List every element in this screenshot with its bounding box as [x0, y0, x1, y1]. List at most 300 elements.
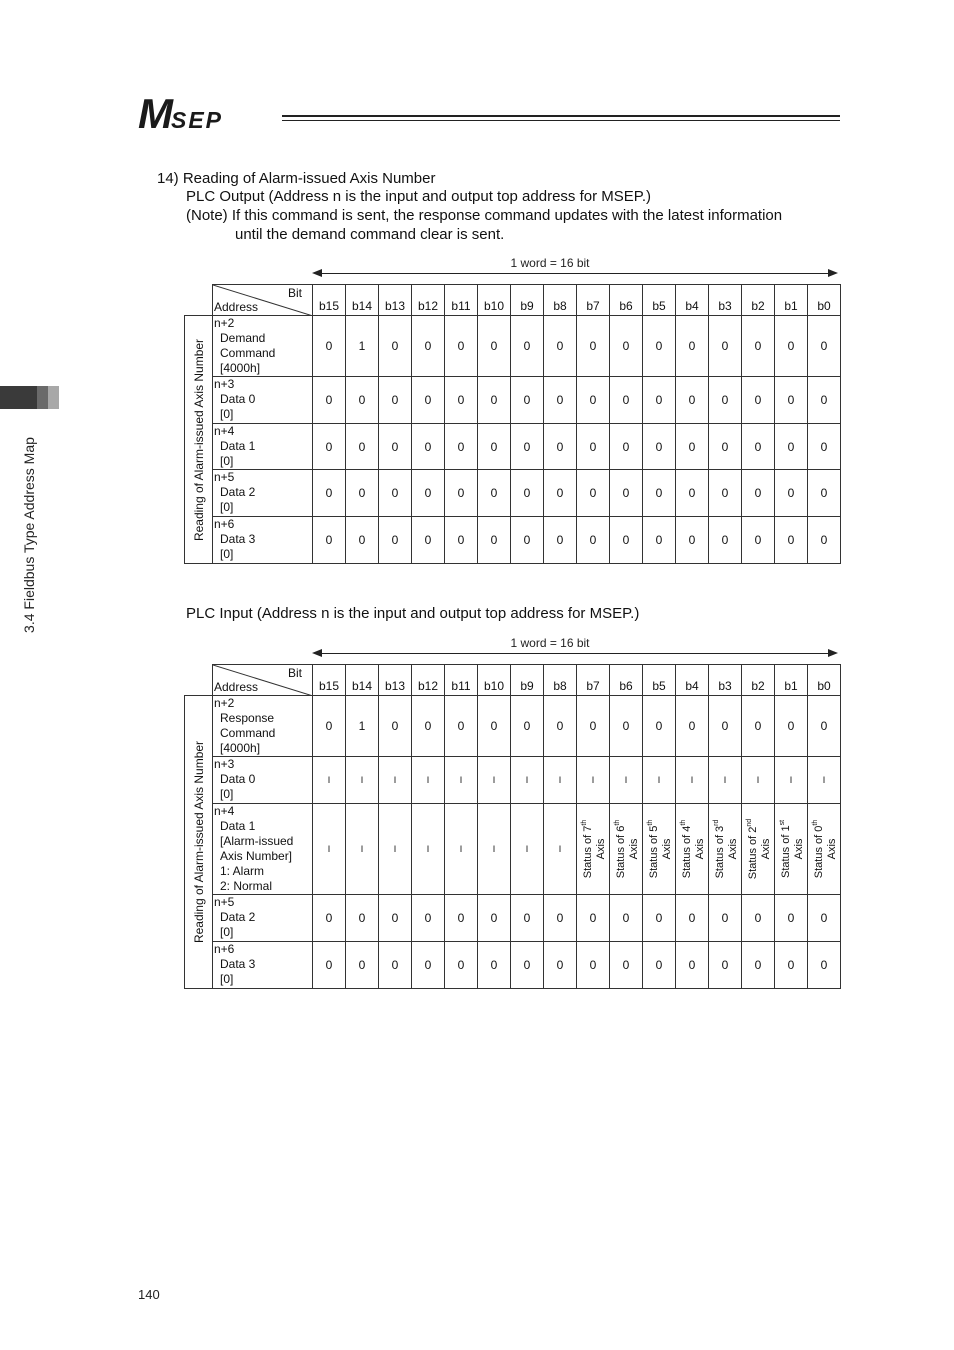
bit-value-cell: 0 — [775, 942, 808, 989]
bit-value-cell: 0 — [478, 895, 511, 942]
bit-value-cell: 0 — [511, 424, 544, 470]
bit-value-cell: 0 — [742, 470, 775, 517]
axis-ordinal-suffix: th — [680, 819, 688, 826]
group-side-label-cell — [185, 316, 213, 564]
note-line-2: until the demand command clear is sent. — [235, 226, 505, 243]
bit-value-cell: 0 — [379, 696, 412, 757]
bit-value-cell: 0 — [445, 696, 478, 757]
bit-value-cell: 0 — [742, 942, 775, 989]
address-offset: n+6 — [214, 942, 235, 956]
bit-value-cell: 0 — [577, 942, 610, 989]
bit-value-cell: 0 — [577, 517, 610, 564]
bit-value-cell: I — [478, 804, 511, 895]
bit-value-cell: I — [610, 757, 643, 804]
bit-value-cell: 0 — [676, 377, 709, 424]
table-row — [185, 377, 841, 424]
axis-ordinal-suffix: st — [779, 819, 787, 826]
bit-value-cell: I — [445, 757, 478, 804]
axis-status-prefix: Status of 2 — [746, 826, 759, 880]
bit-column-header: b3 — [709, 285, 742, 316]
bit-value-cell: 0 — [313, 316, 346, 377]
arrow-right-icon — [828, 649, 838, 657]
bit-value-cell: I — [676, 757, 709, 804]
bit-column-header: b10 — [478, 285, 511, 316]
bit-column-header: b8 — [544, 665, 577, 696]
axis-status-prefix: Status of 1 — [779, 825, 792, 879]
address-description: Command — [220, 346, 276, 360]
word-width-arrow — [318, 653, 832, 654]
address-description: [0] — [220, 500, 234, 514]
bit-value-cell: 0 — [412, 470, 445, 517]
bit-column-header: b12 — [412, 285, 445, 316]
axis-status-cell — [676, 804, 709, 895]
address-description: [0] — [220, 925, 234, 939]
address-description: Data 1 — [220, 819, 256, 833]
axis-status-suffix: Axis — [726, 838, 739, 860]
address-description: [0] — [220, 972, 234, 986]
bit-column-header: b2 — [742, 665, 775, 696]
axis-status-prefix: Status of 0 — [812, 825, 825, 879]
table-corner-blank — [185, 665, 213, 696]
table-row — [185, 517, 841, 564]
address-cell — [213, 804, 313, 895]
bit-value-cell: 0 — [808, 696, 841, 757]
bit-column-header: b13 — [379, 285, 412, 316]
bit-column-header: b0 — [808, 285, 841, 316]
bit-value-cell: 0 — [412, 424, 445, 470]
bit-value-cell: 0 — [379, 316, 412, 377]
bit-column-header: b10 — [478, 665, 511, 696]
bit-value-cell: 0 — [379, 895, 412, 942]
axis-ordinal-suffix: th — [614, 819, 622, 826]
bit-value-cell: 0 — [379, 424, 412, 470]
bit-value-cell: 0 — [412, 377, 445, 424]
bit-value-cell: 0 — [412, 316, 445, 377]
bit-value-cell: 0 — [709, 517, 742, 564]
address-description: Data 2 — [220, 910, 256, 924]
axis-status-prefix: Status of 6 — [614, 825, 627, 879]
bit-value-cell: 0 — [808, 895, 841, 942]
table-row — [185, 424, 841, 470]
bit-value-cell: 0 — [313, 517, 346, 564]
bit-value-cell: 0 — [346, 895, 379, 942]
bit-value-cell: 0 — [643, 470, 676, 517]
bit-value-cell: 0 — [379, 377, 412, 424]
bit-value-cell: 0 — [643, 895, 676, 942]
bit-value-cell: I — [511, 757, 544, 804]
bit-value-cell: 1 — [346, 316, 379, 377]
bit-column-header: b9 — [511, 285, 544, 316]
axis-status-label — [677, 820, 707, 878]
axis-status-prefix: Status of 5 — [647, 825, 660, 879]
bit-column-header: b7 — [577, 285, 610, 316]
bit-value-cell: 0 — [676, 424, 709, 470]
bit-value-cell: 0 — [775, 424, 808, 470]
bit-value-cell: 0 — [676, 517, 709, 564]
bit-column-header: b1 — [775, 285, 808, 316]
bit-value-cell: 0 — [511, 470, 544, 517]
table-row — [185, 316, 841, 377]
bit-value-cell: 0 — [676, 942, 709, 989]
bit-value-cell: 0 — [511, 696, 544, 757]
bit-value-cell: 0 — [379, 517, 412, 564]
bit-value-cell: 0 — [346, 517, 379, 564]
bit-value-cell: 0 — [577, 895, 610, 942]
bit-value-cell: I — [346, 804, 379, 895]
address-description: Command — [220, 726, 276, 740]
address-description: Axis Number] — [220, 849, 293, 863]
bit-value-cell: 0 — [412, 895, 445, 942]
bit-value-cell: 0 — [742, 517, 775, 564]
address-description: 2: Normal — [220, 879, 273, 893]
bit-value-cell: I — [313, 804, 346, 895]
bit-value-cell: 0 — [544, 470, 577, 517]
arrow-left-icon — [312, 269, 322, 277]
bit-value-cell: 0 — [808, 470, 841, 517]
bit-value-cell: 0 — [445, 377, 478, 424]
axis-status-label — [644, 820, 674, 878]
bit-value-cell: 1 — [346, 696, 379, 757]
bit-column-header: b11 — [445, 665, 478, 696]
word-width-arrow — [318, 273, 832, 274]
axis-status-suffix: Axis — [825, 838, 838, 860]
axis-status-label — [611, 820, 641, 878]
table-row — [185, 470, 841, 517]
axis-status-cell — [742, 804, 775, 895]
chapter-side-label: 3.4 Fieldbus Type Address Map — [21, 437, 37, 633]
table-row — [185, 696, 841, 757]
bit-value-cell: 0 — [676, 696, 709, 757]
bit-header-label: Bit — [287, 666, 302, 680]
axis-status-label — [710, 820, 740, 879]
bit-column-header: b5 — [643, 665, 676, 696]
bit-value-cell: 0 — [610, 895, 643, 942]
bit-value-cell: 0 — [313, 470, 346, 517]
address-description: [4000h] — [220, 361, 261, 375]
bit-column-header: b15 — [313, 665, 346, 696]
axis-ordinal-suffix: th — [647, 819, 655, 826]
axis-status-cell — [577, 804, 610, 895]
page-number: 140 — [138, 1287, 160, 1302]
table-row — [185, 804, 841, 895]
axis-status-label — [809, 820, 839, 878]
axis-status-label — [578, 820, 608, 878]
bit-value-cell: 0 — [313, 696, 346, 757]
bit-value-cell: 0 — [643, 942, 676, 989]
address-offset: n+6 — [214, 517, 235, 531]
bit-value-cell: 0 — [511, 895, 544, 942]
bit-value-cell: 0 — [808, 424, 841, 470]
bit-header-row — [185, 285, 841, 316]
address-offset: n+2 — [214, 696, 235, 710]
bit-column-header: b5 — [643, 285, 676, 316]
bit-value-cell: 0 — [544, 316, 577, 377]
axis-status-cell — [775, 804, 808, 895]
address-cell — [213, 377, 313, 424]
table-corner-blank — [185, 285, 213, 316]
bit-value-cell: 0 — [709, 377, 742, 424]
bit-value-cell: 0 — [577, 316, 610, 377]
bit-value-cell: 0 — [643, 696, 676, 757]
bit-value-cell: 0 — [742, 424, 775, 470]
plc-output-table — [184, 284, 841, 564]
bit-value-cell: 0 — [742, 316, 775, 377]
axis-status-suffix: Axis — [594, 838, 607, 860]
address-description: Demand — [220, 331, 266, 345]
address-description: Response — [220, 711, 275, 725]
plc-input-title: PLC Input (Address n is the input and output top address for MSEP.) — [186, 605, 640, 622]
address-offset: n+4 — [214, 424, 235, 438]
bit-value-cell: 0 — [544, 895, 577, 942]
bit-value-cell: 0 — [808, 517, 841, 564]
bit-value-cell: I — [412, 757, 445, 804]
bit-value-cell: 0 — [577, 424, 610, 470]
bit-value-cell: 0 — [511, 942, 544, 989]
address-offset: n+2 — [214, 316, 235, 330]
bit-value-cell: 0 — [709, 696, 742, 757]
address-description: Data 1 — [220, 439, 256, 453]
bit-address-corner — [213, 285, 313, 316]
bit-value-cell: 0 — [775, 696, 808, 757]
table-row — [185, 757, 841, 804]
bit-value-cell: 0 — [577, 696, 610, 757]
bit-value-cell: 0 — [478, 377, 511, 424]
bit-column-header: b4 — [676, 285, 709, 316]
bit-column-header: b14 — [346, 285, 379, 316]
bit-value-cell: 0 — [775, 517, 808, 564]
section-heading: 14) Reading of Alarm-issued Axis Number — [157, 170, 436, 187]
axis-status-suffix: Axis — [693, 838, 706, 860]
plc-output-title: PLC Output (Address n is the input and output top address for MSEP.) — [186, 188, 651, 205]
address-cell — [213, 757, 313, 804]
msep-logo: MSEP — [138, 90, 224, 137]
bit-column-header: b7 — [577, 665, 610, 696]
axis-status-suffix: Axis — [792, 838, 805, 860]
address-offset: n+3 — [214, 377, 235, 391]
axis-status-cell — [709, 804, 742, 895]
arrow-left-icon — [312, 649, 322, 657]
table-row — [185, 895, 841, 942]
address-description: Data 2 — [220, 485, 256, 499]
address-description: [4000h] — [220, 741, 261, 755]
word-width-label: 1 word = 16 bit — [510, 256, 590, 270]
bit-value-cell: 0 — [346, 377, 379, 424]
bit-value-cell: 0 — [412, 517, 445, 564]
address-description: Data 0 — [220, 772, 256, 786]
bit-value-cell: 0 — [676, 470, 709, 517]
bit-value-cell: 0 — [643, 517, 676, 564]
bit-value-cell: 0 — [478, 316, 511, 377]
address-description: [0] — [220, 547, 234, 561]
axis-status-prefix: Status of 4 — [680, 825, 693, 879]
header-rule-thin — [282, 120, 840, 121]
axis-status-label — [776, 820, 806, 878]
bit-value-cell: 0 — [610, 377, 643, 424]
plc-input-table — [184, 664, 841, 989]
bit-header-row — [185, 665, 841, 696]
bit-column-header: b9 — [511, 665, 544, 696]
address-cell — [213, 316, 313, 377]
bit-value-cell: 0 — [775, 377, 808, 424]
address-description: [0] — [220, 787, 234, 801]
bit-value-cell: 0 — [577, 470, 610, 517]
bit-value-cell: 0 — [544, 517, 577, 564]
bit-value-cell: I — [577, 757, 610, 804]
address-description: Data 3 — [220, 957, 256, 971]
bit-value-cell: I — [709, 757, 742, 804]
bit-column-header: b14 — [346, 665, 379, 696]
bit-value-cell: I — [379, 804, 412, 895]
bit-value-cell: I — [643, 757, 676, 804]
address-offset: n+4 — [214, 804, 235, 818]
bit-value-cell: 0 — [610, 696, 643, 757]
address-cell — [213, 696, 313, 757]
address-cell — [213, 942, 313, 989]
table-row — [185, 942, 841, 989]
bit-column-header: b12 — [412, 665, 445, 696]
bit-value-cell: 0 — [643, 424, 676, 470]
bit-column-header: b1 — [775, 665, 808, 696]
axis-status-suffix: Axis — [627, 838, 640, 860]
bit-column-header: b4 — [676, 665, 709, 696]
address-description: [0] — [220, 407, 234, 421]
bit-value-cell: 0 — [742, 377, 775, 424]
bit-value-cell: 0 — [544, 696, 577, 757]
address-offset: n+5 — [214, 895, 235, 909]
bit-value-cell: 0 — [412, 942, 445, 989]
bit-value-cell: 0 — [379, 942, 412, 989]
bit-value-cell: 0 — [445, 517, 478, 564]
address-offset: n+5 — [214, 470, 235, 484]
bit-value-cell: 0 — [610, 942, 643, 989]
address-description: Data 3 — [220, 532, 256, 546]
note-line-1: (Note) If this command is sent, the response command updates with the latest information — [186, 207, 783, 224]
bit-value-cell: 0 — [742, 696, 775, 757]
bit-value-cell: 0 — [775, 895, 808, 942]
bit-value-cell: 0 — [313, 895, 346, 942]
bit-value-cell: 0 — [709, 895, 742, 942]
address-header-label: Address — [214, 300, 259, 314]
bit-column-header: b0 — [808, 665, 841, 696]
address-description: [0] — [220, 454, 234, 468]
address-cell — [213, 470, 313, 517]
bit-value-cell: I — [808, 757, 841, 804]
bit-value-cell: 0 — [445, 470, 478, 517]
bit-value-cell: 0 — [709, 316, 742, 377]
group-side-label: Reading of Alarm-issued Axis Number — [191, 338, 206, 541]
bit-value-cell: 0 — [346, 424, 379, 470]
bit-column-header: b3 — [709, 665, 742, 696]
bit-value-cell: 0 — [511, 377, 544, 424]
axis-status-prefix: Status of 3 — [713, 825, 726, 879]
bit-value-cell: 0 — [478, 696, 511, 757]
bit-value-cell: 0 — [676, 316, 709, 377]
bit-value-cell: 0 — [775, 470, 808, 517]
address-description: [Alarm-issued — [220, 834, 294, 848]
bit-value-cell: 0 — [808, 377, 841, 424]
bit-value-cell: 0 — [709, 470, 742, 517]
bit-value-cell: 0 — [610, 517, 643, 564]
address-header-label: Address — [214, 680, 259, 694]
bit-value-cell: 0 — [643, 316, 676, 377]
bit-value-cell: 0 — [412, 696, 445, 757]
bit-value-cell: 0 — [544, 377, 577, 424]
address-description: Data 0 — [220, 392, 256, 406]
axis-status-suffix: Axis — [660, 838, 673, 860]
bit-address-corner — [213, 665, 313, 696]
bit-value-cell: 0 — [478, 517, 511, 564]
bit-value-cell: 0 — [313, 942, 346, 989]
arrow-right-icon — [828, 269, 838, 277]
group-side-label: Reading of Alarm-issued Axis Number — [191, 740, 206, 944]
axis-status-label — [743, 819, 773, 879]
bit-value-cell: I — [775, 757, 808, 804]
bit-value-cell: 0 — [511, 316, 544, 377]
bit-value-cell: I — [742, 757, 775, 804]
bit-value-cell: 0 — [445, 942, 478, 989]
axis-status-cell — [643, 804, 676, 895]
bit-value-cell: I — [544, 757, 577, 804]
bit-value-cell: 0 — [808, 316, 841, 377]
group-side-label-cell — [185, 696, 213, 989]
axis-ordinal-suffix: th — [581, 819, 589, 826]
word-width-label: 1 word = 16 bit — [510, 636, 590, 650]
bit-column-header: b13 — [379, 665, 412, 696]
bit-value-cell: 0 — [544, 942, 577, 989]
bit-value-cell: 0 — [775, 316, 808, 377]
bit-value-cell: 0 — [610, 424, 643, 470]
bit-value-cell: 0 — [808, 942, 841, 989]
bit-value-cell: 0 — [379, 470, 412, 517]
bit-value-cell: 0 — [313, 424, 346, 470]
bit-column-header: b8 — [544, 285, 577, 316]
bit-value-cell: I — [346, 757, 379, 804]
bit-value-cell: 0 — [709, 424, 742, 470]
bit-value-cell: I — [511, 804, 544, 895]
bit-value-cell: 0 — [610, 316, 643, 377]
header-rule — [282, 115, 840, 117]
axis-ordinal-suffix: th — [812, 819, 820, 826]
bit-column-header: b6 — [610, 665, 643, 696]
bit-value-cell: I — [412, 804, 445, 895]
bit-value-cell: I — [379, 757, 412, 804]
bit-column-header: b15 — [313, 285, 346, 316]
bit-value-cell: 0 — [445, 316, 478, 377]
bit-value-cell: 0 — [313, 377, 346, 424]
axis-ordinal-suffix: rd — [713, 819, 721, 826]
address-cell — [213, 895, 313, 942]
bit-value-cell: 0 — [445, 895, 478, 942]
axis-status-suffix: Axis — [759, 838, 772, 860]
bit-value-cell: 0 — [346, 942, 379, 989]
bit-value-cell: 0 — [478, 942, 511, 989]
bit-value-cell: I — [445, 804, 478, 895]
bit-value-cell: 0 — [478, 424, 511, 470]
bit-value-cell: I — [313, 757, 346, 804]
bit-value-cell: 0 — [742, 895, 775, 942]
axis-status-prefix: Status of 7 — [581, 825, 594, 879]
axis-ordinal-suffix: nd — [746, 818, 754, 827]
bit-column-header: b6 — [610, 285, 643, 316]
bit-column-header: b2 — [742, 285, 775, 316]
bit-value-cell: I — [544, 804, 577, 895]
bit-value-cell: 0 — [445, 424, 478, 470]
axis-status-cell — [808, 804, 841, 895]
bit-value-cell: I — [478, 757, 511, 804]
bit-value-cell: 0 — [577, 377, 610, 424]
address-cell — [213, 424, 313, 470]
bit-value-cell: 0 — [346, 470, 379, 517]
